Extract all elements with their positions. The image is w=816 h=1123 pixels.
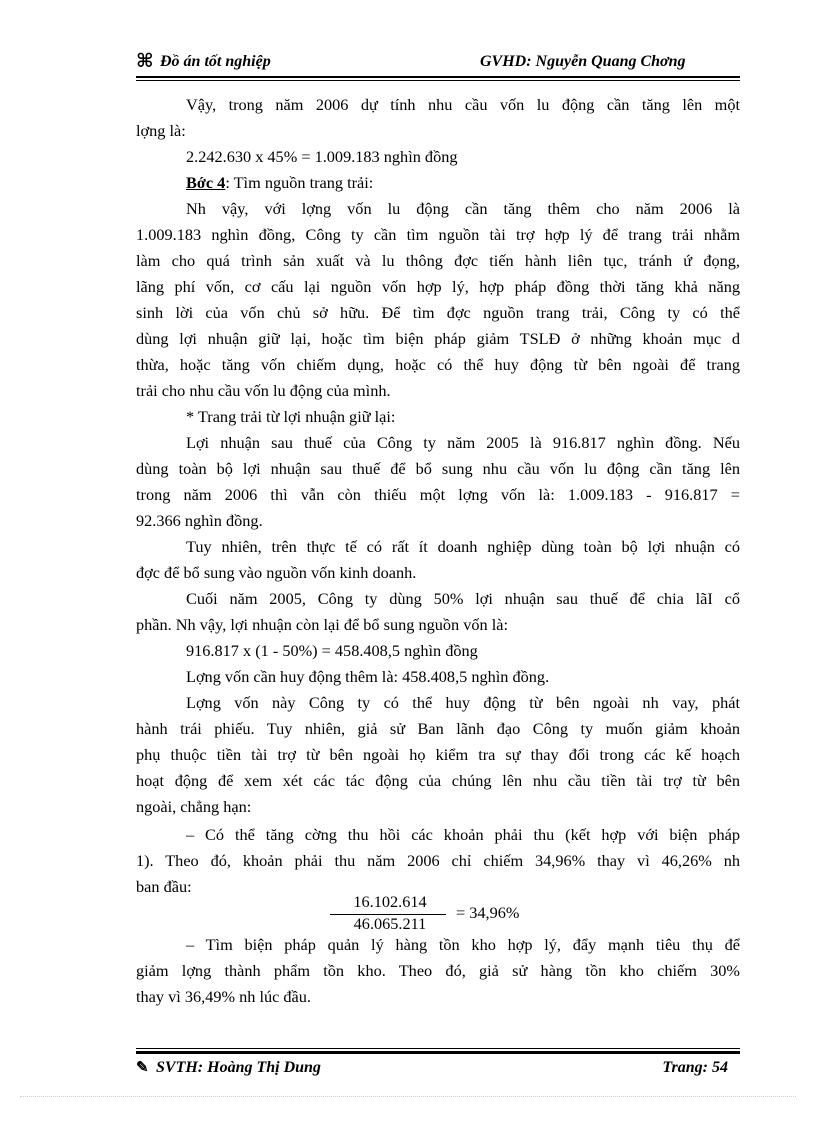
bullet-item: – Có thể tăng cờng thu hồi các khoản phải thu (kết hợp với biện pháp <box>186 825 740 844</box>
text-line: hoạt động để xem xét các tác động của chúng lên nhu cầu tiền tài trợ từ bên <box>136 771 740 790</box>
bullet-item: – Tìm biện pháp quản lý hàng tồn kho hợp lý, đẩy mạnh tiêu thụ để <box>186 935 740 954</box>
text-line: ban đầu: <box>136 877 192 896</box>
page-footer <box>136 1058 740 1082</box>
text-line: Nh vậy, với lợng vốn lu động cần tăng thêm cho năm 2006 là <box>186 199 740 218</box>
text-line: đợc để bổ sung vào nguồn vốn kinh doanh. <box>136 563 417 582</box>
page-number: Trang: 54 <box>662 1059 728 1076</box>
logo-icon: ⌘ <box>136 51 151 72</box>
fraction-denominator: 46.065.211 <box>353 914 427 933</box>
text-line: lợng là: <box>136 121 186 140</box>
text-line: Lợng vốn này Công ty có thể huy động từ bên ngoài nh vay, phát <box>186 693 740 712</box>
text-line: hành trái phiếu. Tuy nhiên, giả sử Ban lãnh đạo Công ty muốn giảm khoản <box>136 719 740 738</box>
text-line: trải cho nhu cầu vốn lu động của mình. <box>136 381 391 400</box>
page-edge-dots <box>20 1096 796 1097</box>
text-line: 1). Theo đó, khoản phải thu năm 2006 chỉ chiếm 34,96% thay vì 46,26% nh <box>136 851 740 870</box>
text-line: Tuy nhiên, trên thực tế có rất ít doanh nghiệp dùng toàn bộ lợi nhuận có <box>186 537 740 556</box>
text-line: ngoài, chẳng hạn: <box>136 797 252 816</box>
fraction-numerator: 16.102.614 <box>353 892 427 911</box>
text-line: phần. Nh vậy, lợi nhuận còn lại để bổ sung nguồn vốn là: <box>136 615 509 634</box>
text-line: Lợng vốn cần huy động thêm là: 458.408,5 nghìn đồng. <box>186 667 550 686</box>
text-line: làm cho quá trình sản xuất và lu thông đợc tiến hành liên tục, tránh ứ đọng, <box>136 251 740 270</box>
student-name: SVTH: Hoàng Thị Dung <box>156 1059 321 1076</box>
text-line: giảm lợng thành phẩm tồn kho. Theo đó, giả sử hàng tồn kho chiếm 30% <box>136 961 740 980</box>
text-line: 1.009.183 nghìn đồng, Công ty cần tìm nguồn tài trợ hợp lý để trang trải nhằm <box>136 225 740 244</box>
text-line: 916.817 x (1 - 50%) = 458.408,5 nghìn đồng <box>186 641 478 660</box>
text-line: dùng lợi nhuận giữ lại, hoặc tìm biện pháp giảm TSLĐ ở những khoản mục d <box>136 329 740 348</box>
text-line: 92.366 nghìn đồng. <box>136 511 263 530</box>
step-heading: Bớc 4: Tìm nguồn trang trải: <box>186 173 374 192</box>
header-rule-thin <box>136 80 740 81</box>
text-line: trong năm 2006 thì vẫn còn thiếu một lợng vốn là: 1.009.183 - 916.817 = <box>136 485 740 504</box>
text-line: thừa, hoặc tăng vốn chiếm dụng, hoặc có thể huy động từ bên ngoài để trang <box>136 355 740 374</box>
text-line: * Trang trải từ lợi nhuận giữ lại: <box>186 407 396 426</box>
supervisor-name: GVHD: Nguyễn Quang Chơng <box>480 53 686 70</box>
text-line: Vậy, trong năm 2006 dự tính nhu cầu vốn lu động cần tăng lên một <box>186 95 740 114</box>
text-line: lãng phí vốn, cơ cấu lại nguồn vốn hợp lý, hợp pháp đồng thời tăng khả năng <box>136 277 740 296</box>
text-line: sinh lời của vốn chủ sở hữu. Để tìm đợc nguồn trang trải, Công ty có thể <box>136 303 740 322</box>
text-line: thay vì 36,49% nh lúc đầu. <box>136 987 311 1006</box>
text-line: dùng toàn bộ lợi nhuận sau thuế để bổ sung nhu cầu vốn lu động cần tăng lên <box>136 459 740 478</box>
footer-rule-thin <box>136 1048 740 1049</box>
pen-icon: ✎ <box>136 1060 149 1076</box>
text-line: 2.242.630 x 45% = 1.009.183 nghìn đồng <box>186 147 458 166</box>
page-header <box>136 50 740 74</box>
fraction-result: = 34,96% <box>456 903 520 922</box>
text-line: Lợi nhuận sau thuế của Công ty năm 2005 là 916.817 nghìn đồng. Nếu <box>186 433 740 452</box>
text-line: phụ thuộc tiền tài trợ từ bên ngoài họ kiểm tra sự thay đổi trong các kế hoạch <box>136 745 740 764</box>
header-rule <box>136 76 740 78</box>
document-title: Đồ án tốt nghiệp <box>160 53 271 70</box>
footer-rule <box>136 1051 740 1054</box>
text-line: Cuối năm 2005, Công ty dùng 50% lợi nhuận sau thuế để chia lãI cổ <box>186 589 740 608</box>
